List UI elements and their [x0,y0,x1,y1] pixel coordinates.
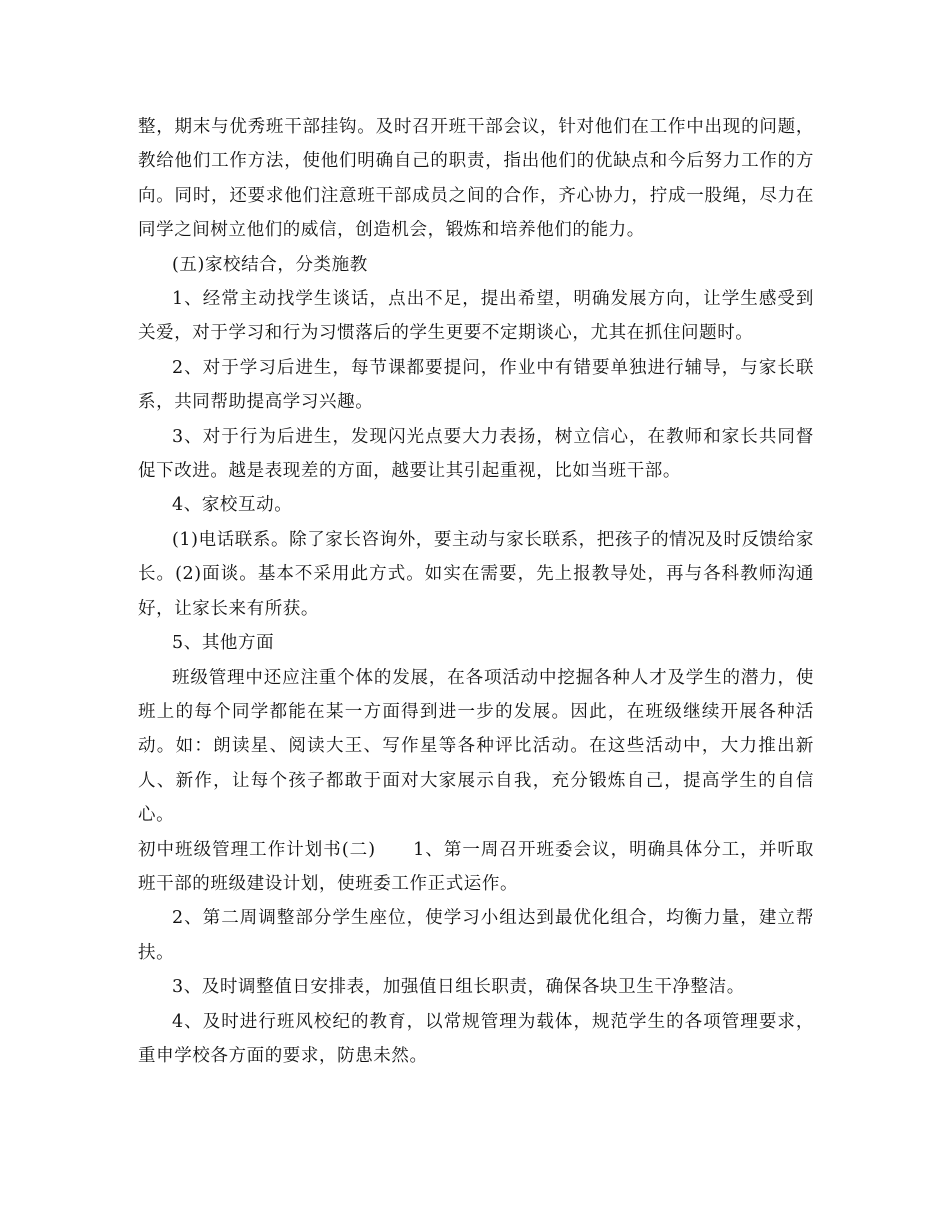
paragraph: 2、对于学习后进生，每节课都要提问，作业中有错要单独进行辅导，与家长联系，共同帮助提高学习兴趣。 [138,357,814,413]
document-subtitle-paragraph: 初中班级管理工作计划书(二) 1、第一周召开班委会议，明确具体分工，并听取班干部的班级建设计划，使班委工作正式运作。 [138,839,814,894]
paragraph: 4、及时进行班风校纪的教育，以常规管理为载体，规范学生的各项管理要求，重申学校各方面的要求，防患未然。 [138,1011,814,1066]
paragraph: 4、家校互动。 [172,495,293,516]
paragraph: 3、及时调整值日安排表，加强值日组长职责，确保各块卫生干净整洁。 [172,977,745,998]
paragraph: 2、第二周调整部分学生座位，使学习小组达到最优化组合，均衡力量，建立帮扶。 [138,908,814,963]
section-heading: (五)家校结合，分类施教 [172,254,368,275]
paragraph: 整，期末与优秀班干部挂钩。及时召开班干部会议，针对他们在工作中出现的问题，教给他们工作方法，使他们明确自己的职责，指出他们的优缺点和今后努力工作的方向。同时，还要求他们注意班干部成员之间的合作，齐心协力，拧成一股绳，尽力在同学之间树立他们的威信，创造机会，锻炼和培养他们的能力。 [138,117,814,241]
paragraph: 班级管理中还应注重个体的发展，在各项活动中挖掘各种人才及学生的潜力，使班上的每个同学都能在某一方面得到进一步的发展。因此，在班级继续开展各种活动。如：朗读星、阅读大王、写作星等各种评比活动。在这些活动中，大力推出新人、新作，让每个孩子都敢于面对大家展示自我，充分锻炼自己，提高学生的自信心。 [138,667,814,826]
paragraph: (1)电话联系。除了家长咨询外，要主动与家长联系，把孩子的情况及时反馈给家长。(2)面谈。基本不采用此方式。如实在需要，先上报教导处，再与各科教师沟通好，让家长来有所获。 [138,529,814,619]
paragraph: 5、其他方面 [172,633,275,654]
document-body [138,110,814,1073]
paragraph: 3、对于行为后进生，发现闪光点要大力表扬，树立信心，在教师和家长共同督促下改进。越是表现差的方面，越要让其引起重视，比如当班干部。 [138,426,814,482]
paragraph: 1、经常主动找学生谈话，点出不足，提出希望，明确发展方向，让学生感受到关爱，对于学习和行为习惯落后的学生更要不定期谈心，尤其在抓住问题时。 [138,289,814,344]
